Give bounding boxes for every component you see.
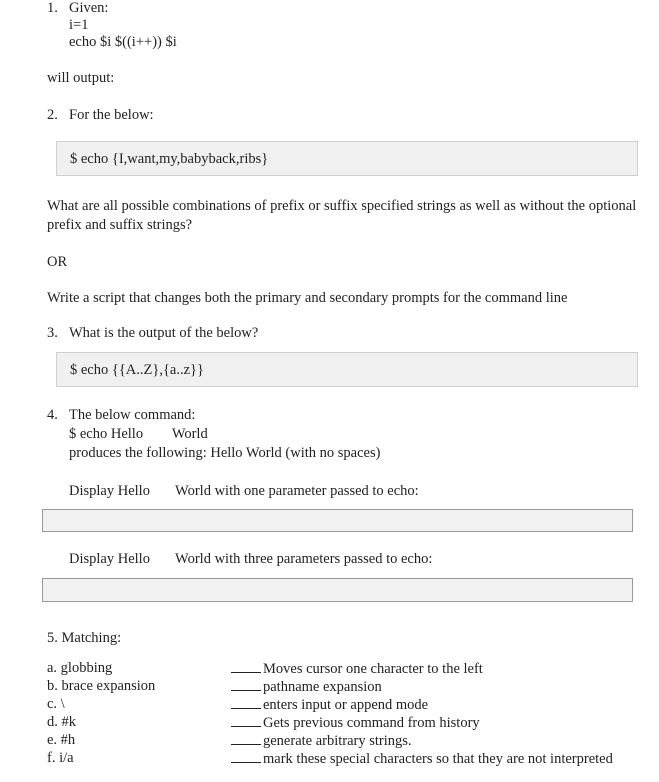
q1-code-line1: i=1: [69, 17, 89, 33]
matching-blank[interactable]: [231, 696, 261, 709]
q2-question: What are all possible combinations of prefix or suffix specified strings as well as without the optional prefix and suffix strings?: [47, 198, 637, 233]
matching-blank[interactable]: [231, 750, 261, 763]
q4-command: $ echo Hello World: [69, 426, 208, 442]
q3-label: What is the output of the below?: [69, 325, 259, 341]
q1-number: 1.: [47, 0, 58, 16]
matching-blank[interactable]: [231, 732, 261, 745]
q2-alt-question: Write a script that changes both the primary and secondary prompts for the command line: [47, 290, 568, 306]
matching-definition: generate arbitrary strings.: [263, 733, 412, 749]
matching-definition: Moves cursor one character to the left: [263, 661, 483, 677]
q4-answer-field-1[interactable]: [42, 509, 633, 532]
q2-code: $ echo {I,want,my,babyback,ribs}: [70, 151, 269, 167]
q1-code-line2: echo $i $((i++)) $i: [69, 34, 177, 50]
q4-label: The below command:: [69, 407, 196, 423]
q4-answer-field-2[interactable]: [42, 578, 633, 602]
q4-task-three-params: Display Hello World with three parameters passed to echo:: [69, 551, 433, 567]
q5-label: 5. Matching:: [47, 630, 122, 646]
matching-blank[interactable]: [231, 660, 261, 673]
matching-row: [47, 660, 647, 678]
matching-term: f. i/a: [47, 750, 74, 766]
q2-label: For the below:: [69, 107, 154, 123]
matching-definition: enters input or append mode: [263, 697, 429, 713]
q3-number: 3.: [47, 325, 58, 341]
matching-row: [47, 750, 647, 768]
matching-term: e. #h: [47, 732, 76, 748]
matching-definition: mark these special characters so that they are not interpreted: [263, 751, 613, 767]
q2-number: 2.: [47, 107, 58, 123]
matching-row: [47, 678, 647, 696]
q1-follow-text: will output:: [47, 70, 115, 86]
matching-term: b. brace expansion: [47, 678, 156, 694]
matching-definition: Gets previous command from history: [263, 715, 480, 731]
q2-or: OR: [47, 254, 68, 270]
q3-code: $ echo {{A..Z},{a..z}}: [70, 362, 204, 378]
matching-term: d. #k: [47, 714, 76, 730]
q4-number: 4.: [47, 407, 58, 423]
matching-row: [47, 714, 647, 732]
matching-blank[interactable]: [231, 678, 261, 691]
matching-blank[interactable]: [231, 714, 261, 727]
matching-definition: pathname expansion: [263, 679, 382, 695]
matching-term: a. globbing: [47, 660, 113, 676]
q4-produces: produces the following: Hello World (with no spaces): [69, 445, 381, 461]
q4-task-one-param: Display Hello World with one parameter passed to echo:: [69, 483, 419, 499]
q1-label: Given:: [69, 0, 109, 16]
matching-row: [47, 696, 647, 714]
matching-row: [47, 732, 647, 750]
matching-term: c. \: [47, 696, 65, 712]
